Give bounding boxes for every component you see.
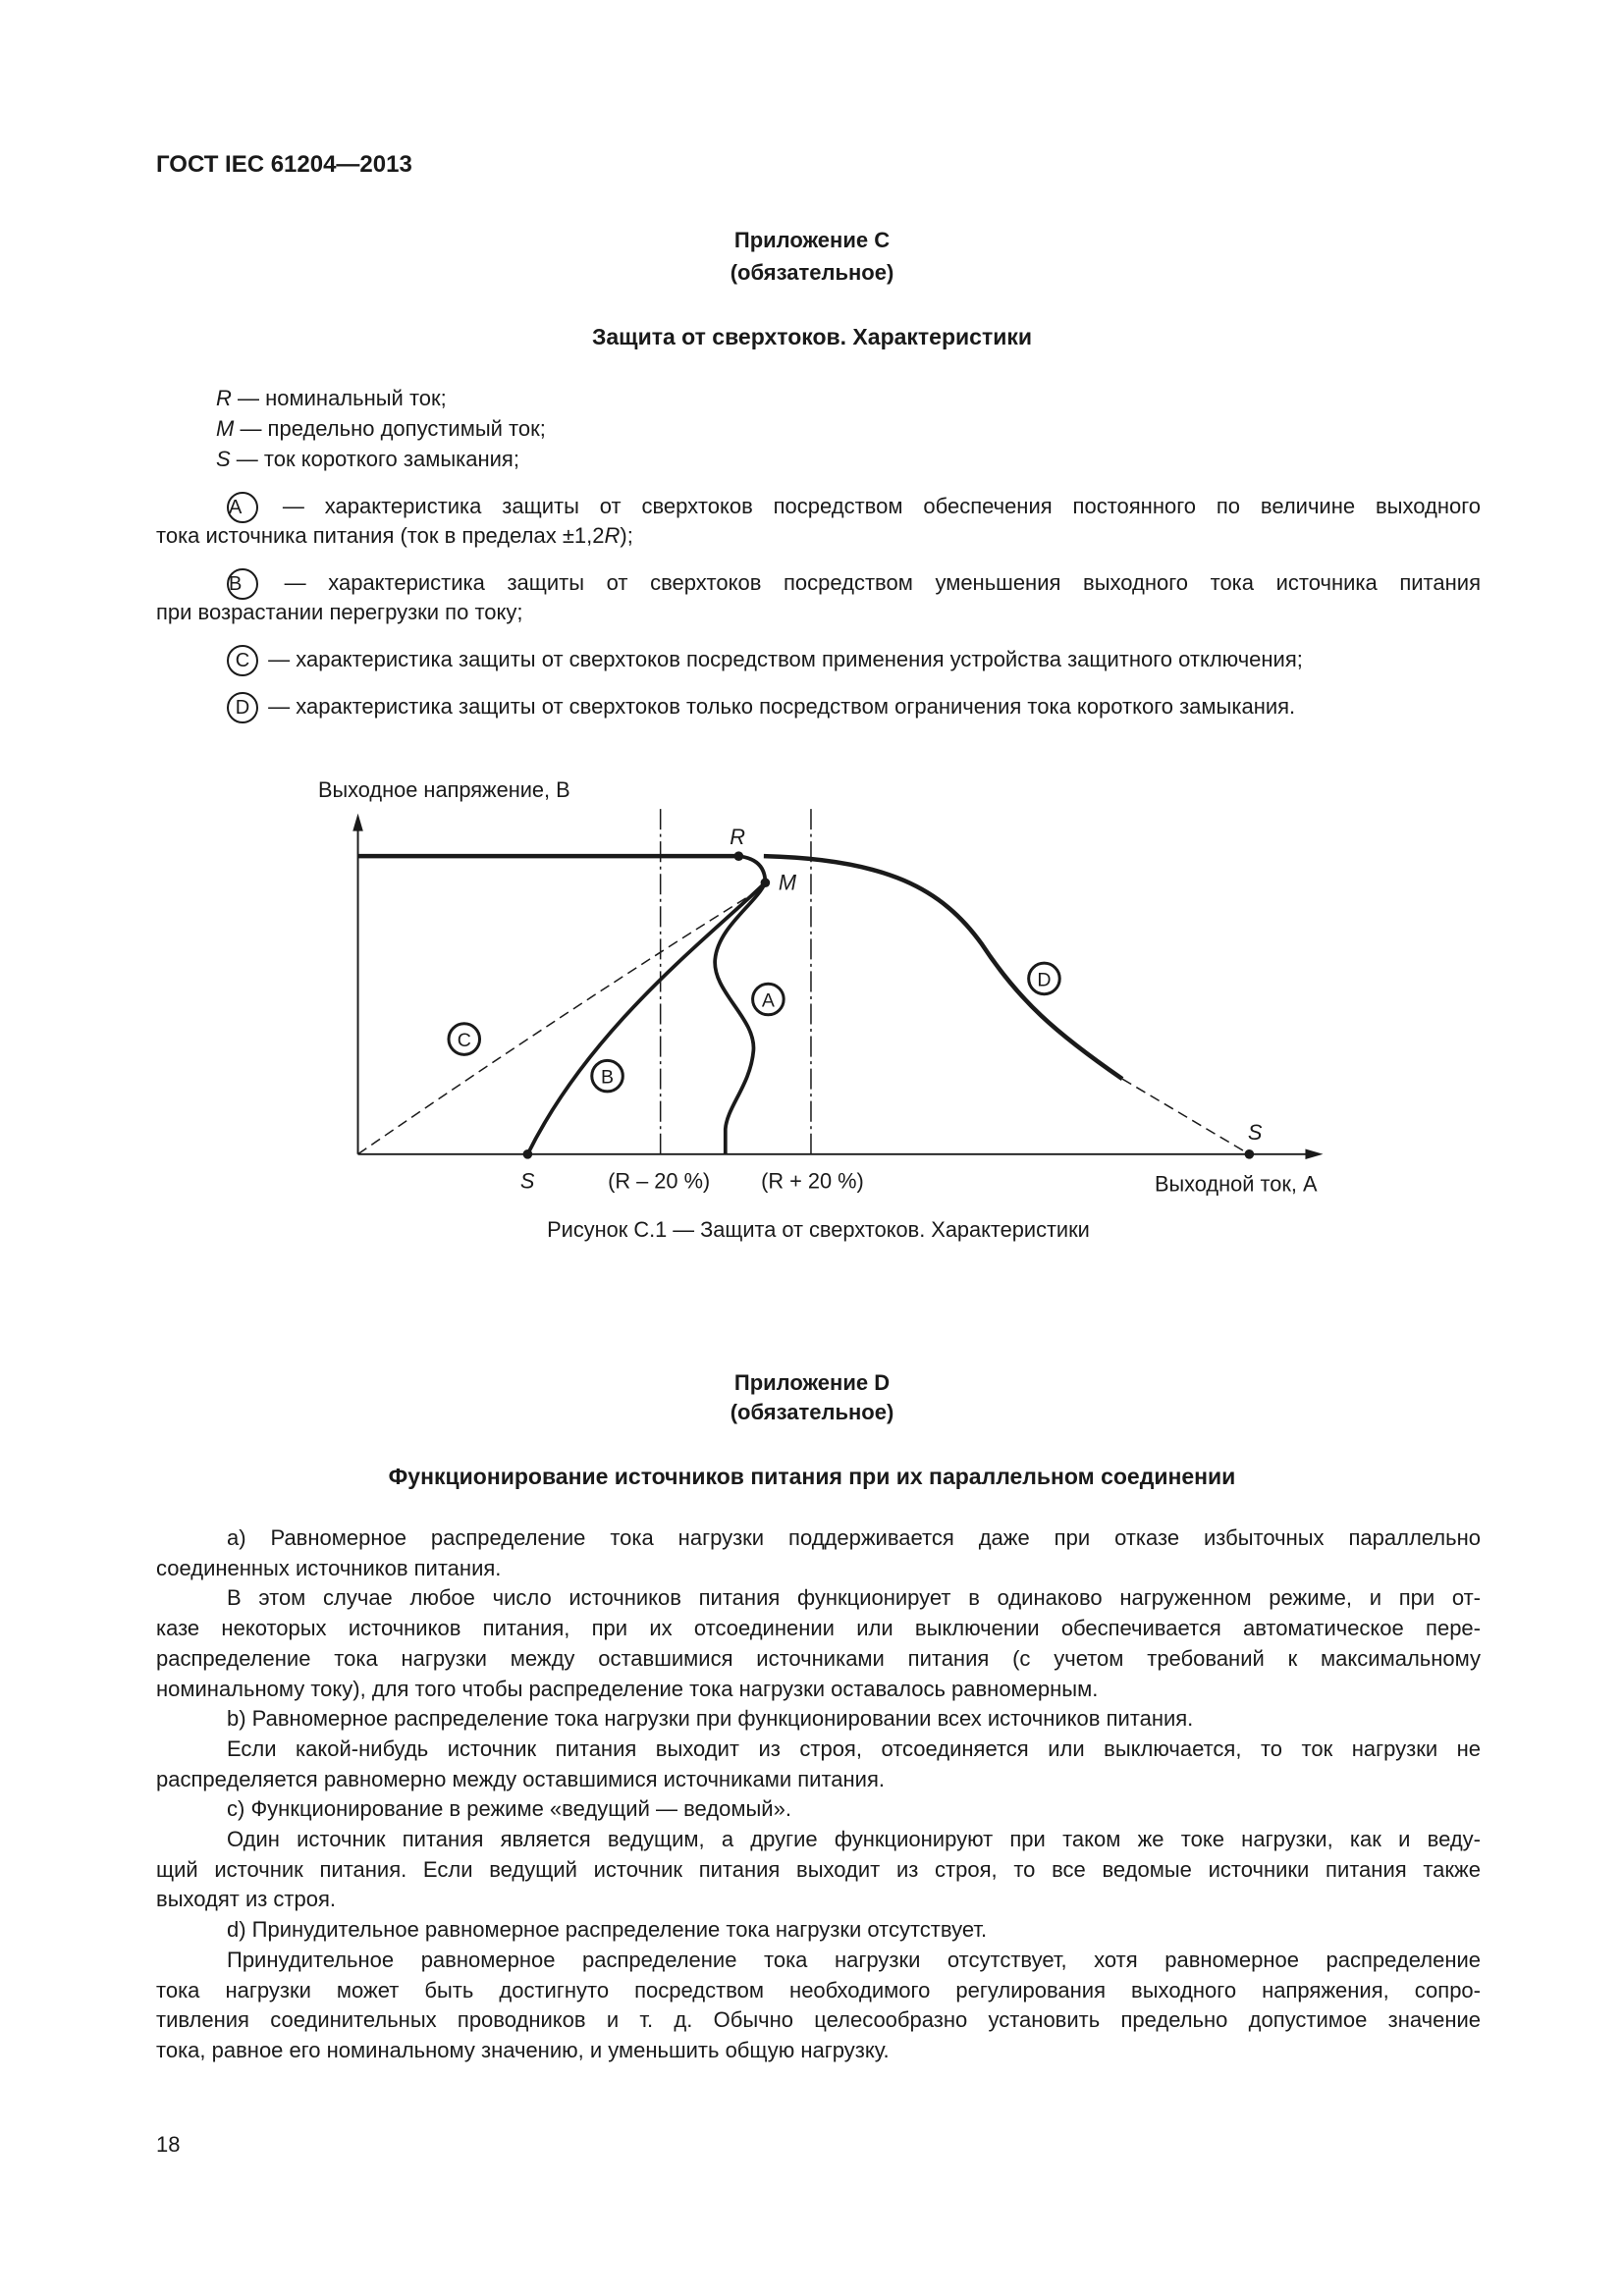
paragraph-line: номинальному току), для того чтобы распределение тока нагрузки оставалось равномерным. bbox=[156, 1676, 1099, 1701]
circled-letter-c: C bbox=[227, 645, 258, 676]
text: ); bbox=[620, 523, 633, 548]
curve-c bbox=[358, 891, 757, 1154]
paragraph-line: тивления соединительных проводников и т. д. Обычно целесообразно установить предельно допустимое значение bbox=[156, 2007, 1481, 2033]
x-axis-label: Выходной ток, А bbox=[1154, 1171, 1318, 1197]
curve-label-d bbox=[1029, 963, 1060, 994]
appendix-c-status: (обязательное) bbox=[730, 260, 894, 285]
r-to-m-curve bbox=[738, 856, 765, 882]
characteristic-b-cont: при возрастании перегрузки по току; bbox=[156, 600, 523, 624]
tick-r-minus-20: (R – 20 %) bbox=[608, 1168, 711, 1194]
appendix-c-title: Приложение С bbox=[733, 228, 891, 252]
point-r-label: R bbox=[730, 825, 746, 850]
paragraph-line: распределение тока нагрузки между оставшимися источниками питания (с учетом требований к максимальному bbox=[156, 1645, 1481, 1671]
paragraph-line: a) Равномерное распределение тока нагрузки поддерживается даже при отказе избыточных параллельно bbox=[227, 1525, 1481, 1550]
curve-label-b bbox=[592, 1060, 623, 1092]
point-r-marker bbox=[734, 851, 744, 861]
paragraph-line: казе некоторых источников питания, при их отсоединении или выключении обеспечивается автоматическое пере- bbox=[156, 1616, 1481, 1641]
appendix-d-title: Приложение D bbox=[733, 1370, 891, 1395]
circled-letter-a: A bbox=[227, 492, 258, 523]
paragraph-line: распределяется равномерно между оставшимися источниками питания. bbox=[156, 1766, 885, 1791]
characteristic-text: — характеристика защиты от сверхтоков посредством применения устройства защитного отключения; bbox=[268, 647, 1303, 671]
label-text: A bbox=[761, 989, 775, 1012]
paragraph-line: d) Принудительное равномерное распределение тока нагрузки отсутствует. bbox=[227, 1917, 988, 1943]
paragraph-line: Принудительное равномерное распределение тока нагрузки отсутствует, хотя равномерное распределение bbox=[227, 1947, 1481, 1972]
appendix-d-status: (обязательное) bbox=[730, 1400, 894, 1424]
symbol: M bbox=[216, 416, 235, 441]
paragraph-line: щий источник питания. Если ведущий источник питания выходит из строя, то все ведомые источники питания также bbox=[156, 1856, 1481, 1882]
paragraph-line: тока, равное его номинальному значению, и уменьшить общую нагрузку. bbox=[156, 2037, 890, 2062]
paragraph-line: c) Функционирование в режиме «ведущий — ведомый». bbox=[227, 1796, 791, 1822]
point-s-right-label: S bbox=[1247, 1119, 1263, 1145]
x-axis-arrow bbox=[1305, 1149, 1323, 1160]
point-s-left-label: S bbox=[519, 1168, 535, 1194]
characteristic-b bbox=[227, 568, 1481, 600]
point-m-marker bbox=[761, 878, 771, 887]
appendix-d-heading: Функционирование источников питания при их параллельном соединении bbox=[388, 1464, 1236, 1489]
symbol: S bbox=[216, 447, 231, 471]
characteristic-a bbox=[227, 492, 1481, 523]
paragraph-line: b) Равномерное распределение тока нагрузки при функционировании всех источников питания. bbox=[227, 1706, 1194, 1732]
definition-text: — ток короткого замыкания; bbox=[230, 447, 519, 471]
y-axis-label: Выходное напряжение, В bbox=[317, 777, 570, 803]
point-m-label: M bbox=[778, 870, 797, 895]
definition-r bbox=[216, 384, 447, 413]
text: тока источника питания (ток в пределах ±1,2 bbox=[156, 523, 605, 548]
symbol: R bbox=[216, 386, 232, 410]
characteristic-d bbox=[227, 692, 1295, 723]
symbol: R bbox=[604, 523, 621, 548]
paragraph-line: В этом случае любое число источников питания функционирует в одинаково нагруженном режиме, и при от- bbox=[227, 1585, 1481, 1611]
figure-caption: Рисунок С.1 — Защита от сверхтоков. Характеристики bbox=[547, 1216, 1090, 1242]
paragraph-line: соединенных источников питания. bbox=[156, 1555, 502, 1580]
paragraph-line: Один источник питания является ведущим, а другие функционируют при таком же токе нагрузки, как и веду- bbox=[227, 1827, 1481, 1851]
y-axis-arrow bbox=[352, 814, 363, 831]
tick-r-plus-20: (R + 20 %) bbox=[761, 1168, 864, 1194]
circled-letter-d: D bbox=[227, 692, 258, 723]
point-s-right-marker bbox=[1245, 1149, 1255, 1159]
definition-text: — номинальный ток; bbox=[231, 386, 447, 410]
paragraph-line: тока нагрузки может быть достигнуто посредством необходимого регулирования выходного напряжения, сопро- bbox=[156, 1977, 1481, 2002]
page-number: 18 bbox=[156, 2132, 181, 2157]
definition-text: — предельно допустимый ток; bbox=[234, 416, 546, 441]
characteristic-text: — характеристика защиты от сверхтоков посредством обеспечения постоянного по величине выходного bbox=[282, 494, 1481, 518]
curve-d bbox=[761, 856, 1122, 1079]
appendix-c-heading: Защита от сверхтоков. Характеристики bbox=[591, 324, 1033, 349]
label-text: C bbox=[457, 1030, 471, 1052]
label-text: B bbox=[601, 1066, 615, 1089]
overcurrent-characteristics-figure bbox=[296, 768, 1359, 1255]
label-text: D bbox=[1037, 969, 1052, 991]
point-s-left-marker bbox=[523, 1149, 533, 1159]
curve-label-a bbox=[753, 984, 785, 1015]
characteristic-c bbox=[227, 645, 1303, 676]
definition-s bbox=[216, 445, 519, 474]
characteristic-text: — характеристика защиты от сверхтоков посредством уменьшения выходного тока источника питания bbox=[284, 570, 1481, 595]
characteristic-text: — характеристика защиты от сверхтоков только посредством ограничения тока короткого замыкания. bbox=[268, 694, 1296, 719]
paragraph-line: выходят из строя. bbox=[156, 1887, 337, 1912]
document-id: ГОСТ IEC 61204—2013 bbox=[156, 151, 412, 178]
curve-d-dashed bbox=[1122, 1079, 1249, 1154]
characteristic-a-cont bbox=[156, 521, 633, 551]
curve-label-c bbox=[449, 1024, 480, 1055]
paragraph-line: Если какой-нибудь источник питания выходит из строя, отсоединяется или выключается, то ток нагрузки не bbox=[227, 1735, 1481, 1761]
definition-m bbox=[216, 414, 546, 444]
circled-letter-b: B bbox=[227, 568, 258, 600]
